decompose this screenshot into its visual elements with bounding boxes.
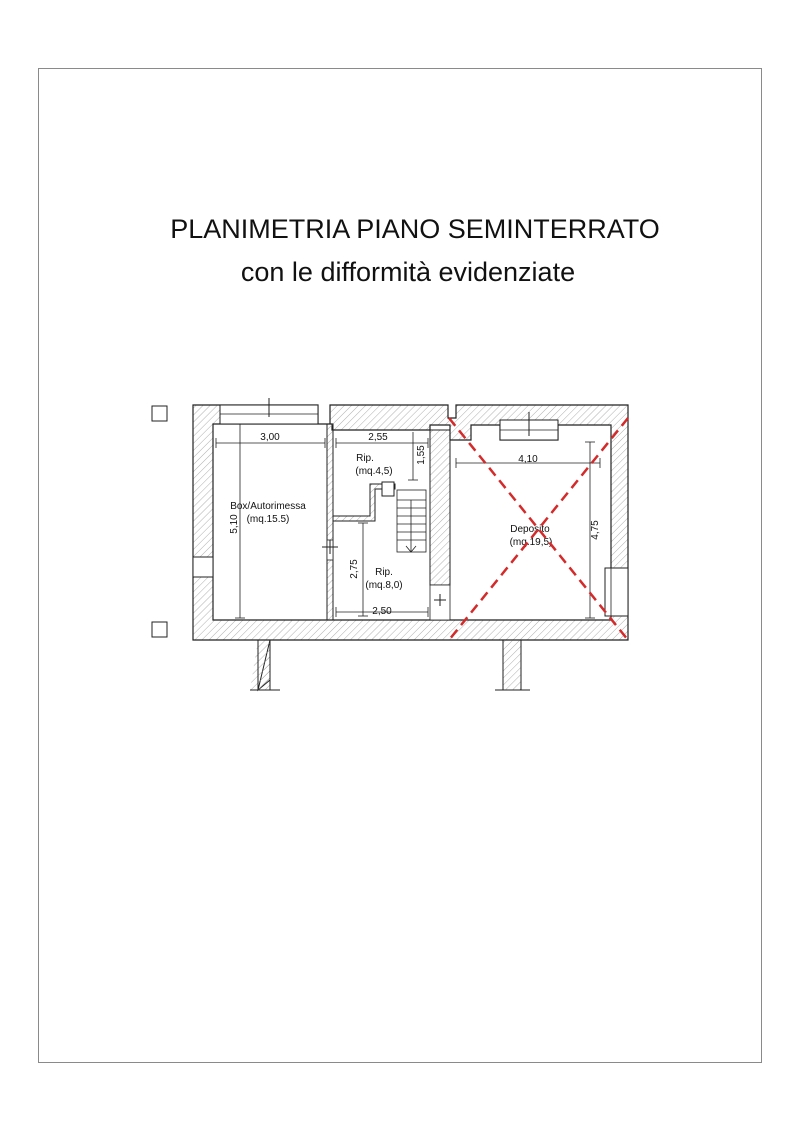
dim-box-height: 5,10 <box>229 514 240 534</box>
drawing-title: PLANIMETRIA PIANO SEMINTERRATO <box>170 214 660 244</box>
room-rip1-name: Rip. <box>356 453 374 464</box>
dim-rip2-width: 2,50 <box>372 606 392 617</box>
room-box-name: Box/Autorimessa <box>230 501 306 512</box>
reference-marker-bottom <box>152 622 167 637</box>
room-deposito-area: (mq.19,5) <box>509 537 553 548</box>
dim-box-width: 3,00 <box>260 432 280 443</box>
drawing-subtitle: con le difformità evidenziate <box>240 257 576 287</box>
dim-rip1-width: 2,55 <box>368 432 388 443</box>
room-rip2-name: Rip. <box>375 567 393 578</box>
room-deposito-name: Deposito <box>510 524 550 535</box>
reference-marker-top <box>152 406 167 421</box>
room-rip2-area: (mq.8,0) <box>365 580 403 591</box>
side-openings <box>193 557 628 616</box>
foundation-pillars <box>250 640 530 690</box>
room-rip1-area: (mq.4,5) <box>355 466 393 477</box>
room-box-area: (mq.15.5) <box>246 514 290 525</box>
dim-deposito-width: 4,10 <box>518 454 538 465</box>
dim-deposito-height: 4,75 <box>590 520 601 540</box>
staircase <box>397 490 426 552</box>
dim-rip1-height: 1,55 <box>416 445 427 465</box>
dim-rip2-height: 2,75 <box>349 559 360 579</box>
